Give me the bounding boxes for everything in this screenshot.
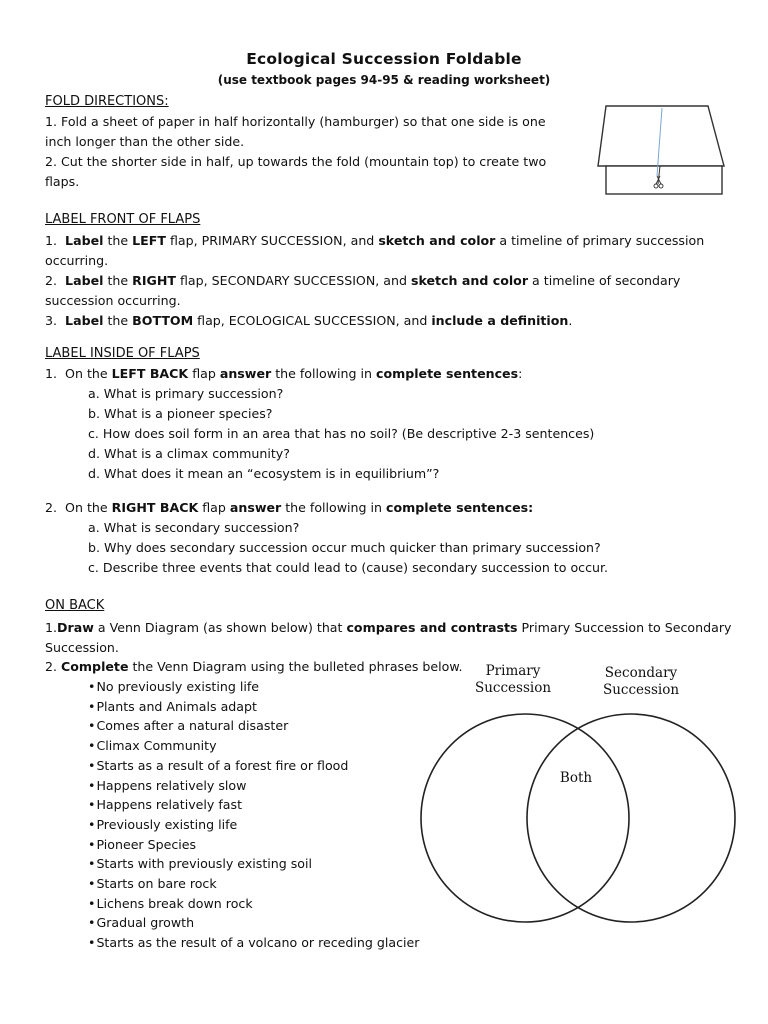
list-item: • No previously existing life (88, 677, 419, 697)
venn-phrase-list (88, 677, 419, 953)
venn-right-circle (527, 714, 735, 922)
list-item: • Pioneer Species (88, 835, 419, 855)
inside-right-instruction: 2. On the RIGHT BACK flap answer the following in complete sentences: (45, 500, 534, 515)
list-item: • Happens relatively slow (88, 776, 419, 796)
inside-left-instruction: 1. On the LEFT BACK flap answer the following in complete sentences: (45, 366, 523, 381)
list-item: • Starts on bare rock (88, 874, 419, 894)
right-question: b. Why does secondary succession occur much quicker than primary succession? (88, 540, 601, 555)
fold-directions-heading: FOLD DIRECTIONS: (45, 94, 169, 109)
list-item: • Climax Community (88, 736, 419, 756)
back-item-1: 1.Draw a Venn Diagram (as shown below) that compares and contrasts Primary Succession to Secondary Succession. (45, 620, 732, 655)
page-title: Ecological Succession Foldable (246, 50, 522, 68)
front-item-1: 1. Label the LEFT flap, PRIMARY SUCCESSION, and sketch and color a timeline of primary succession occurring. (45, 233, 705, 268)
right-question: a. What is secondary succession? (88, 520, 300, 535)
back-item-2: 2. Complete the Venn Diagram using the bulleted phrases below. (45, 659, 463, 674)
list-item: • Starts as a result of a forest fire or flood (88, 756, 419, 776)
front-flaps-heading: LABEL FRONT OF FLAPS (45, 212, 201, 227)
list-item: • Plants and Animals adapt (88, 697, 419, 717)
front-item-3: 3. Label the BOTTOM flap, ECOLOGICAL SUCCESSION, and include a definition. (45, 313, 573, 328)
left-question: d. What is a climax community? (88, 446, 290, 461)
list-item: • Happens relatively fast (88, 795, 419, 815)
list-item: • Starts as the result of a volcano or receding glacier (88, 933, 419, 953)
venn-left-circle (421, 714, 629, 922)
venn-center-label: Both (559, 770, 593, 786)
list-item: • Starts with previously existing soil (88, 854, 419, 874)
fold-step-1: 1. Fold a sheet of paper in half horizontally (hamburger) so that one side is one inch longer than the other side. (45, 114, 546, 149)
venn-diagram (410, 700, 740, 940)
left-question: c. How does soil form in an area that has no soil? (Be descriptive 2-3 sentences) (88, 426, 595, 441)
list-item: • Comes after a natural disaster (88, 716, 419, 736)
venn-left-label: Primary Succession (474, 663, 552, 696)
left-question: d. What does it mean an “ecosystem is in equilibrium”? (88, 466, 440, 481)
list-item: • Previously existing life (88, 815, 419, 835)
fold-step-2: 2. Cut the shorter side in half, up towards the fold (mountain top) to create two flaps. (45, 154, 547, 189)
on-back-heading: ON BACK (45, 598, 105, 613)
inside-flaps-heading: LABEL INSIDE OF FLAPS (45, 346, 200, 361)
folded-paper-illustration (596, 104, 730, 196)
front-item-2: 2. Label the RIGHT flap, SECONDARY SUCCESSION, and sketch and color a timeline of secondary succession occurring. (45, 273, 681, 308)
right-question: c. Describe three events that could lead to (cause) secondary succession to occur. (88, 560, 609, 575)
list-item: • Gradual growth (88, 913, 419, 933)
list-item: • Lichens break down rock (88, 894, 419, 914)
left-question: b. What is a pioneer species? (88, 406, 273, 421)
page-subtitle: (use textbook pages 94-95 & reading worksheet) (217, 73, 551, 87)
venn-right-label: Secondary Succession (602, 665, 680, 698)
left-question: a. What is primary succession? (88, 386, 284, 401)
